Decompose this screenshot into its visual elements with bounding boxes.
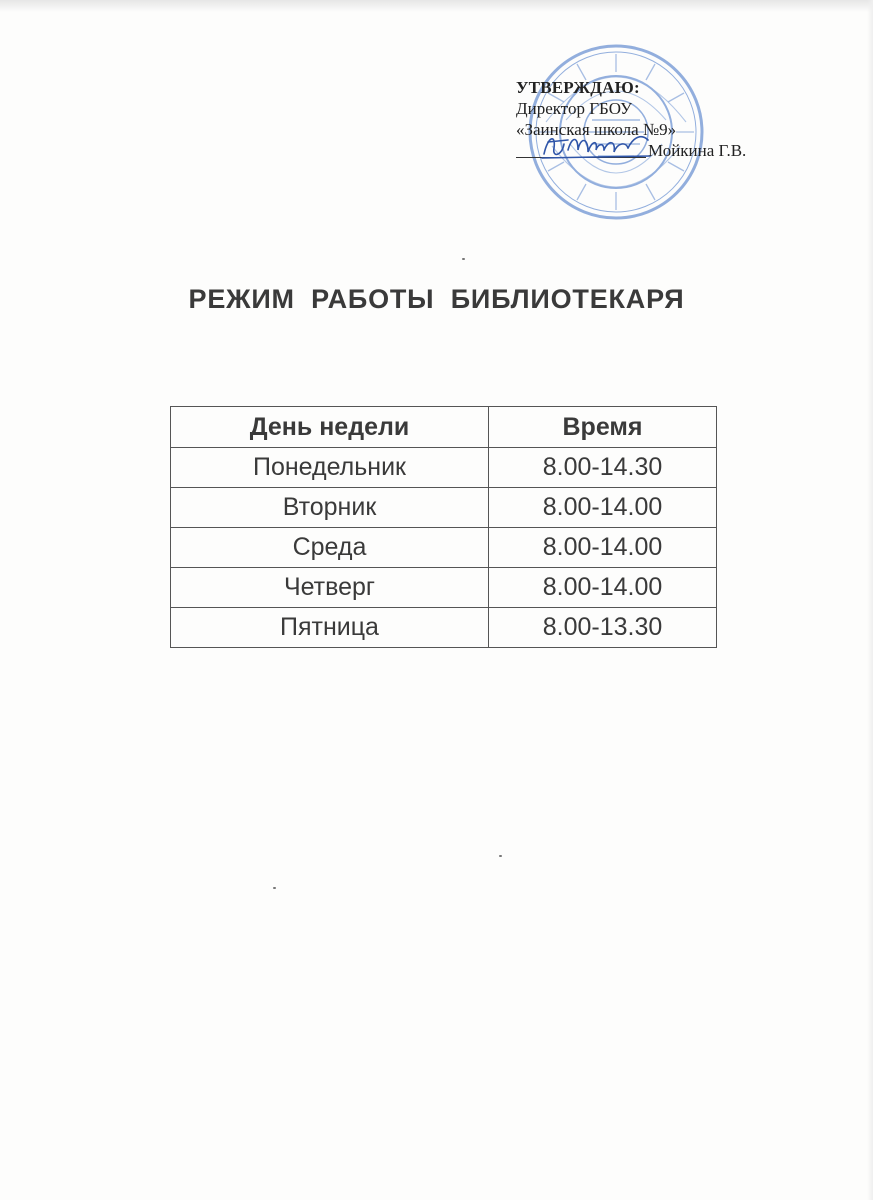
- table-row: [171, 568, 717, 608]
- schedule-table: [170, 406, 717, 648]
- time-cell: 8.00-14.00: [489, 568, 717, 608]
- scan-speck: [462, 258, 465, 260]
- time-cell: 8.00-14.30: [489, 448, 717, 488]
- scan-edge-shadow-right: [867, 0, 873, 1200]
- table-row: [171, 608, 717, 648]
- page-title: РЕЖИМ РАБОТЫ БИБЛИОТЕКАРЯ: [188, 284, 685, 314]
- table-row: [171, 528, 717, 568]
- day-cell: Понедельник: [171, 448, 489, 488]
- scan-speck: [273, 887, 276, 889]
- scan-speck: [499, 855, 502, 857]
- table-row: [171, 448, 717, 488]
- header-time: Время: [489, 407, 717, 448]
- time-cell: 8.00-14.00: [489, 528, 717, 568]
- day-cell: Четверг: [171, 568, 489, 608]
- approval-organization: «Заинская школа №9»: [516, 120, 677, 139]
- time-cell: 8.00-14.00: [489, 488, 717, 528]
- day-cell: Вторник: [171, 488, 489, 528]
- approval-position: Директор ГБОУ: [516, 99, 633, 118]
- header-day: День недели: [171, 407, 489, 448]
- approval-block: [516, 77, 846, 162]
- handwritten-signature-icon: [538, 126, 658, 164]
- day-cell: Пятница: [171, 608, 489, 648]
- time-cell: 8.00-13.30: [489, 608, 717, 648]
- approval-title: УТВЕРЖДАЮ:: [516, 78, 640, 97]
- table-header-row: [171, 407, 717, 448]
- approval-signer: Мойкина Г.В.: [648, 141, 747, 160]
- signature-line: [516, 140, 846, 162]
- scan-edge-shadow: [0, 0, 873, 12]
- table-row: [171, 488, 717, 528]
- day-cell: Среда: [171, 528, 489, 568]
